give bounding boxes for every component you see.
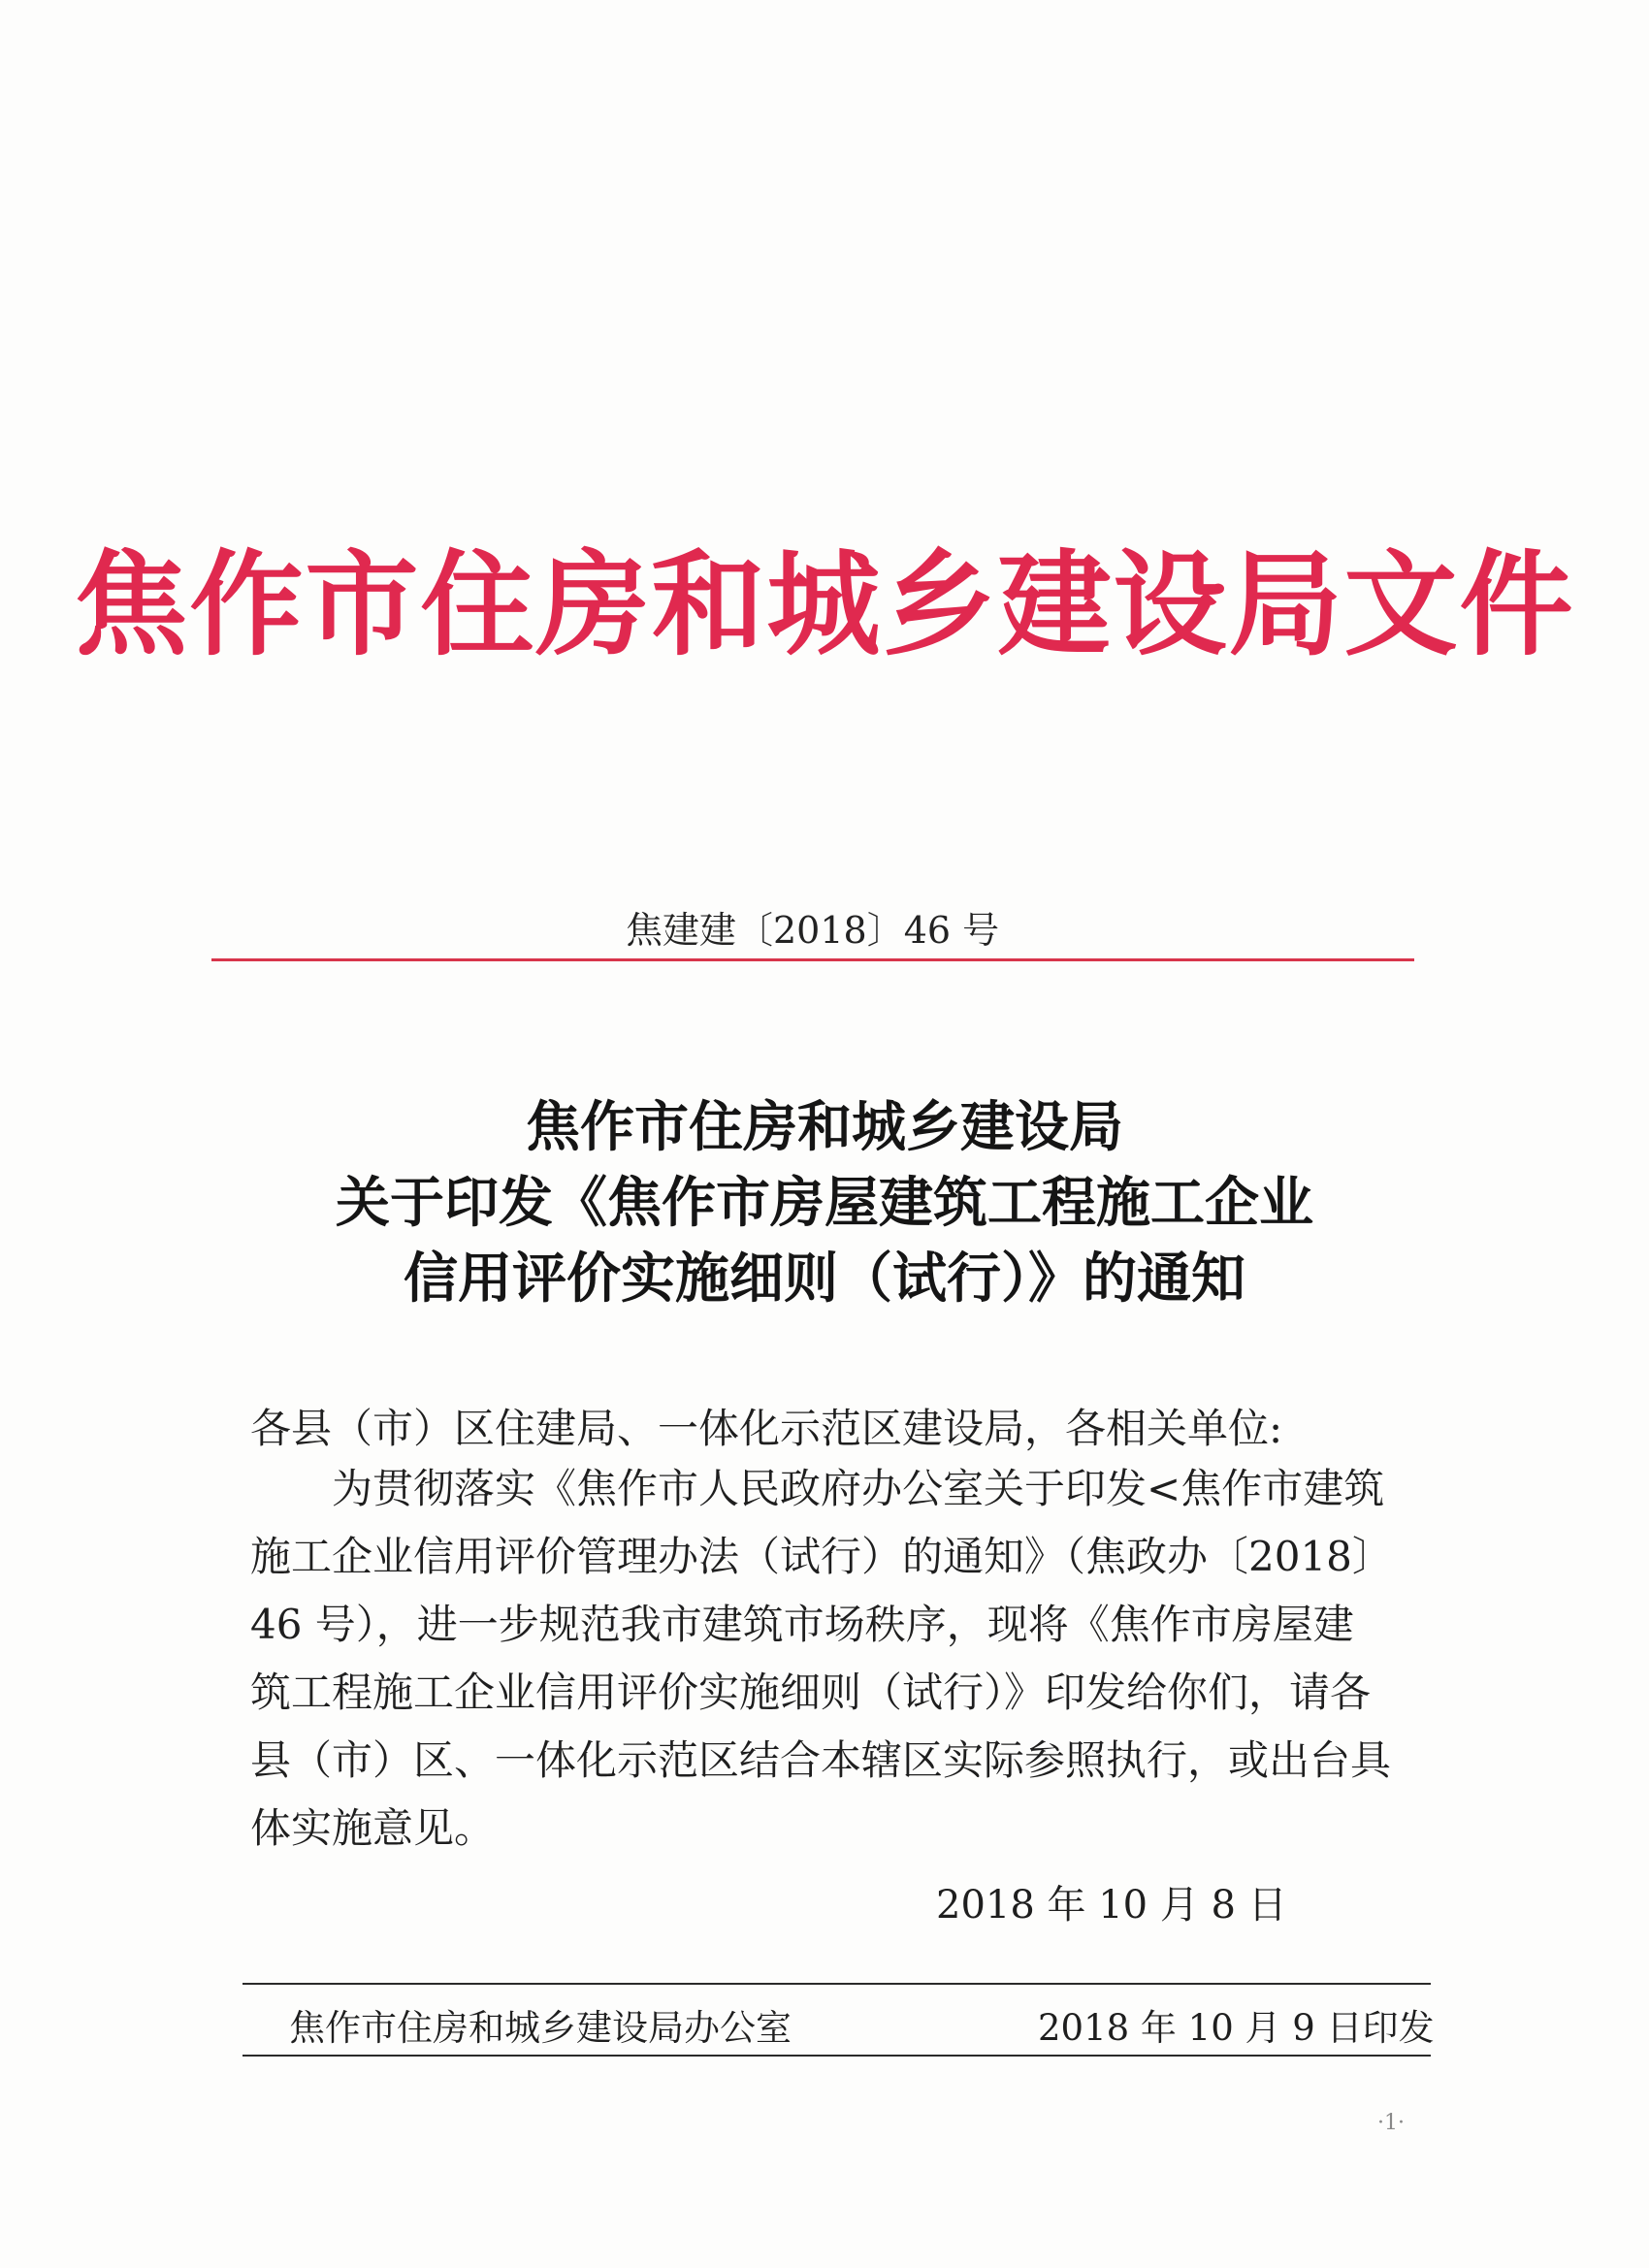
page-number: ·1· [1377,2111,1405,2135]
notice-title-line-2: 关于印发《焦作市房屋建筑工程施工企业 [336,1172,1313,1235]
footer-print-date: 2018 年 10 月 9 日印发 [1038,2007,1435,2049]
footer-issuing-office: 焦作市住房和城乡建设局办公室 [289,2007,792,2049]
body-line-3: 46 号），进一步规范我市建筑市场秩序，现将《焦作市房屋建 [250,1601,1354,1648]
signature-date: 2018 年 10 月 8 日 [936,1883,1287,1928]
footer-rule-bottom [242,2055,1431,2057]
body-line-5: 县（市）区、一体化示范区结合本辖区实际参照执行，或出台具 [250,1736,1392,1784]
body-line-6: 体实施意见。 [250,1804,496,1852]
document-number: 焦建建〔2018〕46 号 [626,909,1000,952]
salutation: 各县（市）区住建局、一体化示范区建设局，各相关单位: [250,1405,1283,1452]
header-red-rule [211,958,1414,961]
notice-title-line-1: 焦作市住房和城乡建设局 [526,1096,1123,1159]
footer-rule-top [242,1983,1431,1985]
notice-title-line-3: 信用评价实施细则（试行）》的通知 [404,1247,1245,1311]
body-line-4: 筑工程施工企业信用评价实施细则（试行）》印发给你们，请各 [250,1669,1372,1716]
body-line-1: 为贯彻落实《焦作市人民政府办公室关于印发<焦作市建筑 [332,1465,1385,1512]
document-header-title: 焦作市住房和城乡建设局文件 [74,538,1575,671]
body-line-2: 施工企业信用评价管理办法（试行）的通知》（焦政办〔2018〕 [250,1533,1393,1580]
notice-body [250,1455,1443,1863]
notice-title [0,1090,1649,1317]
